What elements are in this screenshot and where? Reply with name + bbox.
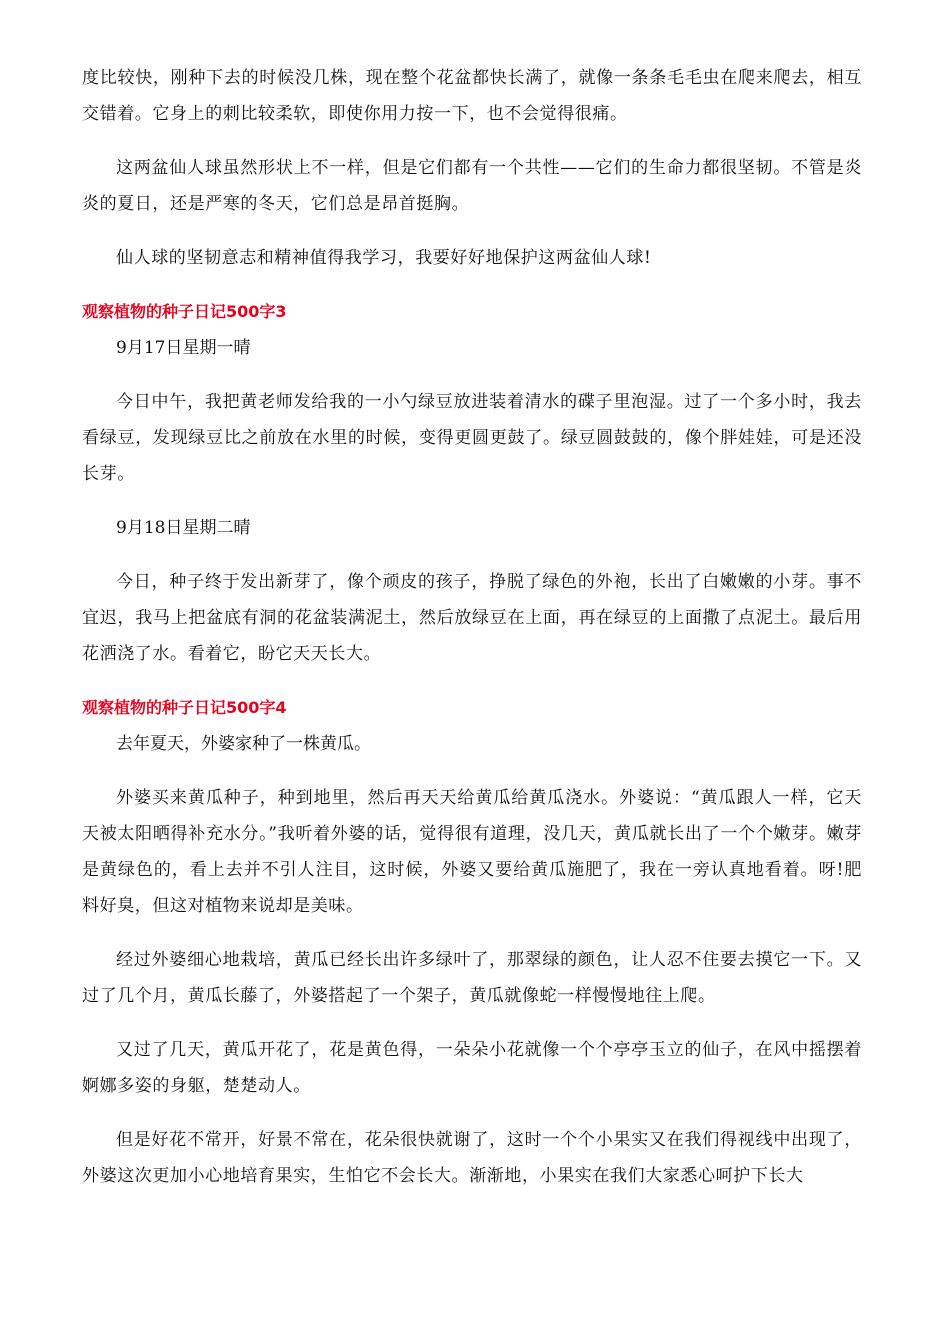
paragraph: 经过外婆细心地栽培，黄瓜已经长出许多绿叶了，那翠绿的颜色，让人忍不住要去摸它一下。又过了几个月，黄瓜长藤了，外婆搭起了一个架子，黄瓜就像蛇一样慢慢地往上爬。 xyxy=(82,950,862,1006)
paragraph: 但是好花不常开，好景不常在，花朵很快就谢了，这时一个个小果实又在我们得视线中出现了，外婆这次更加小心地培育果实，生怕它不会长大。渐渐地，小果实在我们大家悉心呵护下长大 xyxy=(82,1130,862,1186)
section-heading: 观察植物的种子日记500字3 xyxy=(82,302,287,321)
paragraph: 又过了几天，黄瓜开花了，花是黄色得，一朵朵小花就像一个个亭亭玉立的仙子，在风中摇摆着婀娜多姿的身躯，楚楚动人。 xyxy=(82,1040,862,1096)
paragraph: 今日，种子终于发出新芽了，像个顽皮的孩子，挣脱了绿色的外袍，长出了白嫩嫩的小芽。事不宜迟，我马上把盆底有洞的花盆装满泥土，然后放绿豆在上面，再在绿豆的上面撒了点泥土。最后用花洒浇了水。看着它，盼它天天长大。 xyxy=(82,572,862,664)
paragraph: 外婆买来黄瓜种子，种到地里，然后再天天给黄瓜给黄瓜浇水。外婆说：“黄瓜跟人一样，它天天被太阳晒得补充水分。”我听着外婆的话，觉得很有道理，没几天，黄瓜就长出了一个个嫩芽。嫩芽是黄绿色的，看上去并不引人注目，这时候，外婆又要给黄瓜施肥了，我在一旁认真地看着。呀!肥料好臭，但这对植物来说却是美味。 xyxy=(82,788,862,916)
diary-date: 9月18日星期二晴 xyxy=(116,518,251,538)
diary-date: 9月17日星期一晴 xyxy=(116,338,251,358)
paragraph: 仙人球的坚韧意志和精神值得我学习，我要好好地保护这两盆仙人球! xyxy=(116,248,652,268)
paragraph: 这两盆仙人球虽然形状上不一样，但是它们都有一个共性——它们的生命力都很坚韧。不管是炎炎的夏日，还是严寒的冬天，它们总是昂首挺胸。 xyxy=(82,158,862,214)
paragraph: 度比较快，刚种下去的时候没几株，现在整个花盆都快长满了，就像一条条毛毛虫在爬来爬去，相互交错着。它身上的刺比较柔软，即使你用力按一下，也不会觉得很痛。 xyxy=(82,68,862,124)
paragraph: 今日中午，我把黄老师发给我的一小勺绿豆放进装着清水的碟子里泡湿。过了一个多小时，我去看绿豆，发现绿豆比之前放在水里的时候，变得更圆更鼓了。绿豆圆鼓鼓的，像个胖娃娃，可是还没长芽。 xyxy=(82,392,862,484)
section-heading: 观察植物的种子日记500字4 xyxy=(82,698,287,717)
document-page xyxy=(82,60,862,1212)
paragraph: 去年夏天，外婆家种了一株黄瓜。 xyxy=(116,734,371,754)
